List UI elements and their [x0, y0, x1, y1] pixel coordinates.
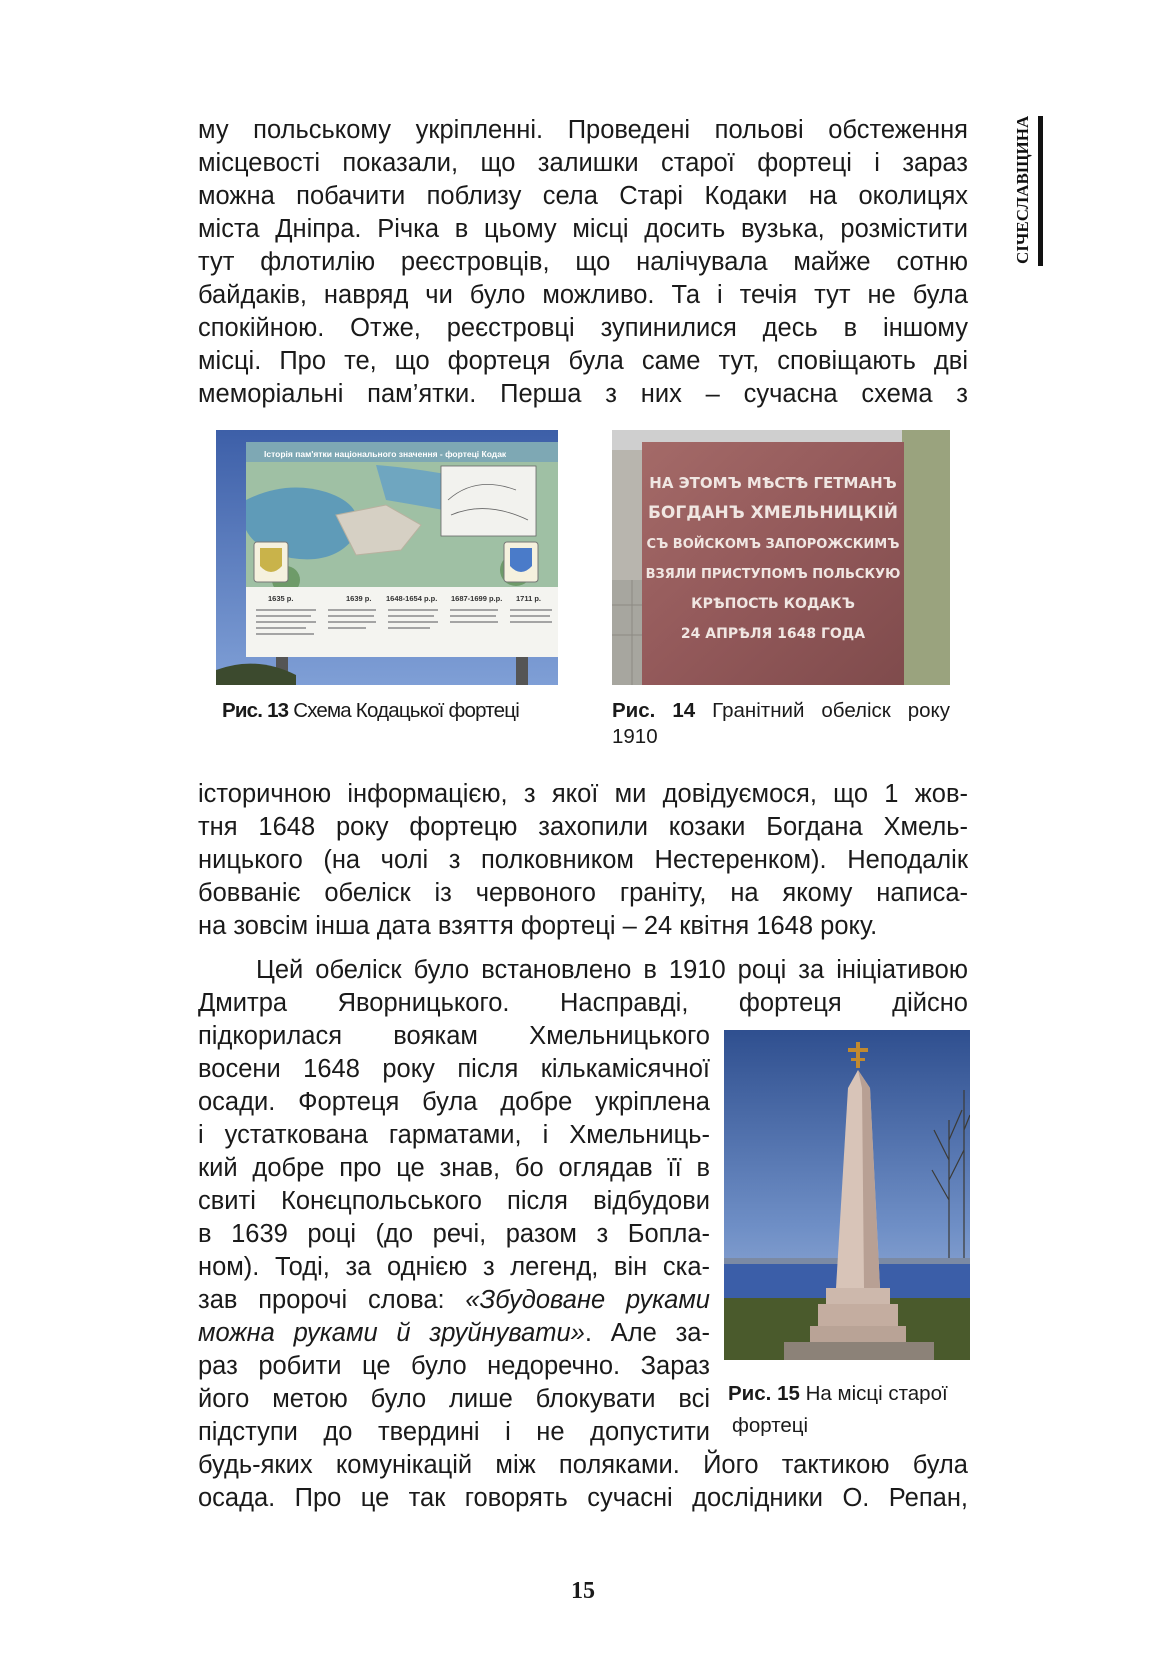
text-line: можна побачити поблизу села Старі Кодаки на околицях [198, 182, 968, 210]
figure-15-caption-text: На місці старої [805, 1382, 948, 1405]
board-year: 1648-1654 р.р. [386, 594, 438, 603]
text-line: підступи до твердині і не допустити [198, 1418, 710, 1446]
inscription-line: 24 АПРѢЛЯ 1648 ГОДА [680, 626, 866, 642]
text-line: байдаків, навряд чи було можливо. Та і течія тут не була [198, 281, 968, 309]
inscription-line: БОГДАНЪ ХМЕЛЬНИЦКІЙ [647, 503, 899, 523]
figure-13-photo [216, 430, 558, 685]
text-line: місці. Про те, що фортеця була саме тут, сповіщають дві [198, 347, 968, 375]
board-year: 1687-1699 р.р. [451, 594, 503, 603]
figure-13-label: Рис. 13 [222, 699, 289, 722]
figure-14-caption-text: Гранітний обеліск року [712, 699, 951, 722]
text-line [198, 1317, 710, 1350]
text-line: і устаткована гарматами, і Хмельниць- [198, 1121, 710, 1149]
text-line: осада. Про це так говорять сучасні дослідники О. Репан, [198, 1484, 968, 1512]
text-line: меморіальні пам’ятки. Перша з них – сучасна схема з [198, 380, 968, 408]
text-line: свиті Конєцпольського після відбудови [198, 1187, 710, 1215]
text-line: кий добре про це знав, бо оглядав її в [198, 1154, 710, 1182]
figure-14-caption-year: 1910 [612, 725, 658, 748]
board-title: Історія пам'ятки національного значення - фортеці Кодак [264, 449, 507, 459]
figure-15-label: Рис. 15 [728, 1382, 800, 1405]
board-year: 1711 р. [516, 594, 542, 603]
text-line [198, 1284, 710, 1317]
board-year: 1635 р. [268, 594, 294, 603]
text-line: спокійною. Отже, реєстровці зупинилися десь в іншому [198, 314, 968, 342]
inscription-line: СЪ ВОЙСКОМЪ ЗАПОРОЖСКИМЪ [646, 537, 900, 552]
text-line: тня 1648 року фортецю захопили козаки Богдана Хмель- [198, 813, 968, 841]
text-fragment: . Але за- [584, 1319, 710, 1347]
figure-15-caption [728, 1378, 978, 1442]
text-line: бовваніє обеліск із червоного граніту, на якому написа- [198, 879, 968, 907]
quote-part-1: «Збудоване руками [465, 1286, 710, 1314]
figure-14-photo [612, 430, 950, 685]
inscription-line: ВЗЯЛИ ПРИСТУПОМЪ ПОЛЬСКУЮ [645, 567, 901, 582]
figure-15-photo [724, 1030, 970, 1360]
figure-13-caption-text: Схема Кодацької фортеці [293, 699, 519, 722]
text-line: підкорилася воякам Хмельницького [198, 1022, 710, 1050]
text-line: восени 1648 року після кількамісячної [198, 1055, 710, 1083]
text-line: Цей обеліск було встановлено в 1910 році за ініціативою [256, 956, 968, 984]
inscription-line: НА ЭТОМЪ МѢСТѢ ГЕТМАНЪ [649, 474, 897, 492]
page-number: 15 [571, 1578, 595, 1604]
text-line: Дмитра Яворницького. Насправді, фортеця дійсно [198, 989, 968, 1017]
text-line: місцевості показали, що залишки старої фортеці і зараз [198, 149, 968, 177]
figure-14-caption [612, 698, 950, 750]
text-line: тут флотилію реєстровців, що налічувала майже сотню [198, 248, 968, 276]
text-line: ницького (на чолі з полковником Нестеренком). Неподалік [198, 846, 968, 874]
text-line: його метою було лише блокувати всі [198, 1385, 710, 1413]
text-line: осади. Фортеця була добре укріплена [198, 1088, 710, 1116]
figure-15-caption-text-2: фортеці [732, 1414, 809, 1437]
text-line: в 1639 році (до речі, разом з Бопла- [198, 1220, 710, 1248]
side-logo [1002, 116, 1050, 266]
text-line: на зовсім інша дата взяття фортеці – 24 квітня 1648 року. [198, 912, 878, 940]
text-line: раз робити це було недоречно. Зараз [198, 1352, 710, 1380]
text-fragment: зав пророчі слова: [198, 1286, 445, 1314]
quote-part-2: можна руками й зруйнувати» [198, 1319, 585, 1347]
text-line: ном). Тоді, за однією з легенд, він ска- [198, 1253, 710, 1281]
text-line: історичною інформацією, з якої ми довідуємося, що 1 жов- [198, 780, 968, 808]
text-line: міста Дніпра. Річка в цьому місці досить вузька, розмістити [198, 215, 968, 243]
side-logo-text: СІЧЕСЛАВЩИНА [1013, 116, 1032, 264]
board-year: 1639 р. [346, 594, 372, 603]
text-line: будь-яких комунікацій між поляками. Його тактикою була [198, 1451, 968, 1479]
figure-13-caption [222, 698, 562, 724]
text-line: му польському укріпленні. Проведені польові обстеження [198, 116, 968, 144]
figure-14-label: Рис. 14 [612, 699, 696, 722]
inscription-line: КРѢПОСТЬ КОДАКЪ [691, 596, 855, 612]
